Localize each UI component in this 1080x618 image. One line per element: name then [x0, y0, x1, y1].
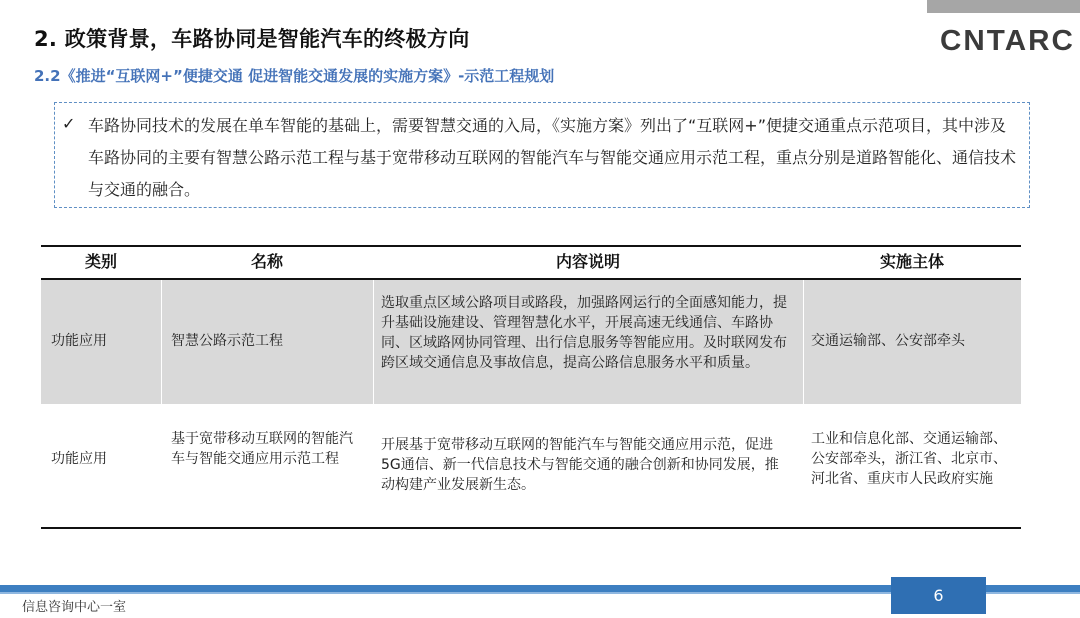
summary-text: 车路协同技术的发展在单车智能的基础上，需要智慧交通的入局，《实施方案》列出了“互联网+”便捷交通重点示范项目，其中涉及车路协同的主要有智慧公路示范工程与基于宽带移动互联网的智能汽车与智能交通应用示范工程，重点分别是道路智能化、通信技术与交通的融合。: [88, 116, 1017, 199]
row-1-name: 智慧公路示范工程: [171, 333, 283, 349]
column-divider: [373, 280, 374, 404]
page-number: 6: [891, 577, 986, 614]
row-2-entity: 工业和信息化部、交通运输部、公安部牵头，浙江省、北京市、河北省、重庆市人民政府实施: [811, 431, 1007, 487]
top-gray-bar: [927, 0, 1080, 13]
row-2-category: 功能应用: [51, 451, 107, 467]
page-subtitle: 2.2《推进“互联网+”便捷交通 促进智能交通发展的实施方案》-示范工程规划: [34, 67, 555, 85]
header-category: 类别: [84, 252, 117, 271]
row-1-entity: 交通运输部、公安部牵头: [811, 333, 965, 349]
row-2-name: 基于宽带移动互联网的智能汽车与智能交通应用示范工程: [171, 431, 353, 467]
footer-org-label: 信息咨询中心一室: [22, 600, 127, 615]
row-1-content: 选取重点区域公路项目或路段，加强路网运行的全面感知能力，提升基础设施建设、管理智慧化水平，开展高速无线通信、车路协同、区域路网协同管理、出行信息服务等智能应用。及时联网发布跨区域交通信息及事故信息，提高公路信息服务水平和质量。: [381, 295, 787, 371]
page-title: 2. 政策背景，车路协同是智能汽车的终极方向: [34, 27, 470, 51]
column-divider: [161, 280, 162, 404]
check-icon: ✓: [62, 114, 76, 133]
table-bottom-rule: [41, 527, 1021, 529]
row-2-content: 开展基于宽带移动互联网的智能汽车与智能交通应用示范，促进5G通信、新一代信息技术与智能交通的融合创新和协同发展，推动构建产业发展新生态。: [381, 437, 779, 493]
column-divider: [803, 280, 804, 404]
header-entity: 实施主体: [879, 252, 944, 271]
row-1-category: 功能应用: [51, 333, 107, 349]
project-table: [41, 245, 1021, 529]
header-name: 名称: [250, 252, 283, 271]
cntarc-logo: CNTARC: [940, 25, 1075, 57]
header-content: 内容说明: [555, 252, 620, 271]
